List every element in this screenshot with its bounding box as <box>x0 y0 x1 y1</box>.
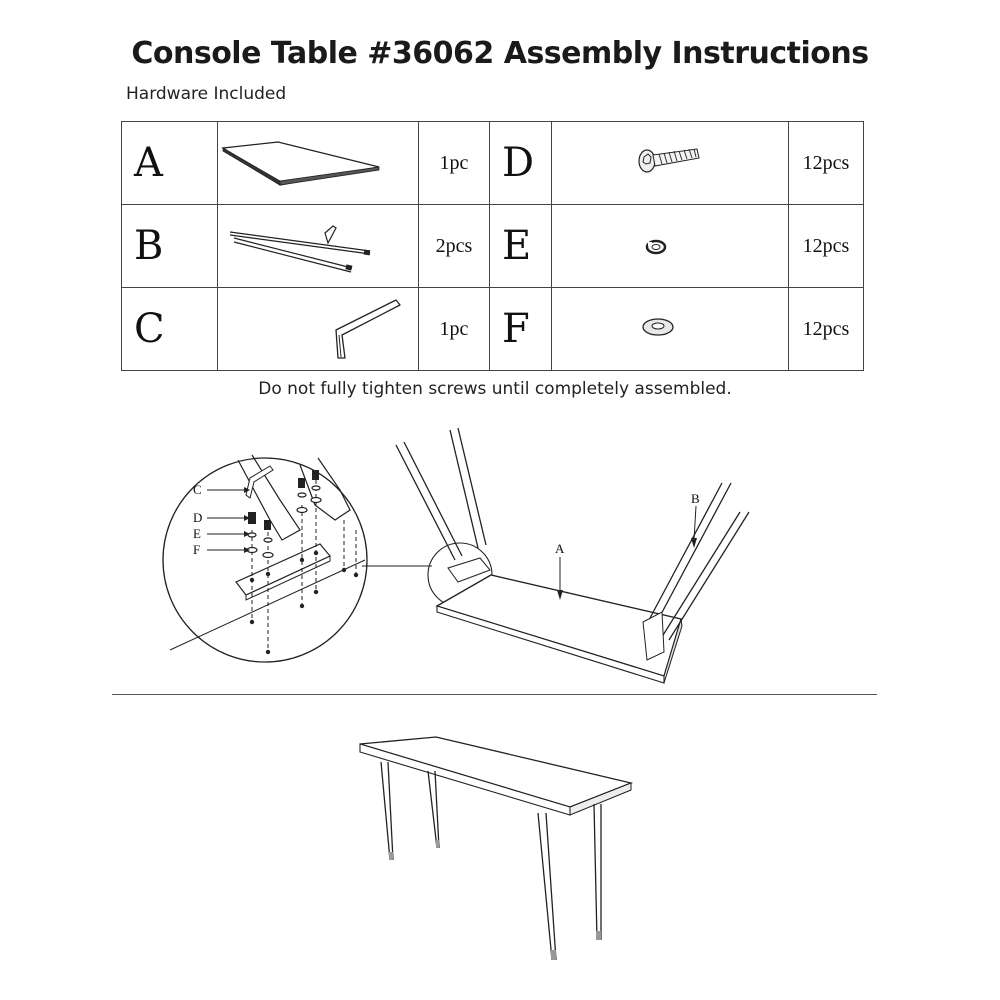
part-qty: 12pcs <box>789 205 864 288</box>
assembly-note: Do not fully tighten screws until completely assembled. <box>258 379 732 399</box>
part-letter: F <box>490 288 552 371</box>
callout-f: F <box>193 542 201 557</box>
page-title: Console Table #36062 Assembly Instructions <box>131 36 869 71</box>
callout-b: B <box>691 491 700 506</box>
part-qty: 2pcs <box>419 205 490 288</box>
part-qty: 1pc <box>419 288 490 371</box>
hardware-subtitle: Hardware Included <box>126 84 287 104</box>
part-letter: D <box>490 122 552 205</box>
part-letter: E <box>490 205 552 288</box>
callout-c: C <box>193 482 202 497</box>
callout-e: E <box>193 526 201 541</box>
part-qty: 1pc <box>419 122 490 205</box>
part-letter: B <box>122 205 218 288</box>
part-letter: C <box>122 288 218 371</box>
part-qty: 12pcs <box>789 288 864 371</box>
part-qty: 12pcs <box>789 122 864 205</box>
part-letter: A <box>122 122 218 205</box>
callout-a: A <box>555 541 565 556</box>
callout-d: D <box>193 510 203 525</box>
